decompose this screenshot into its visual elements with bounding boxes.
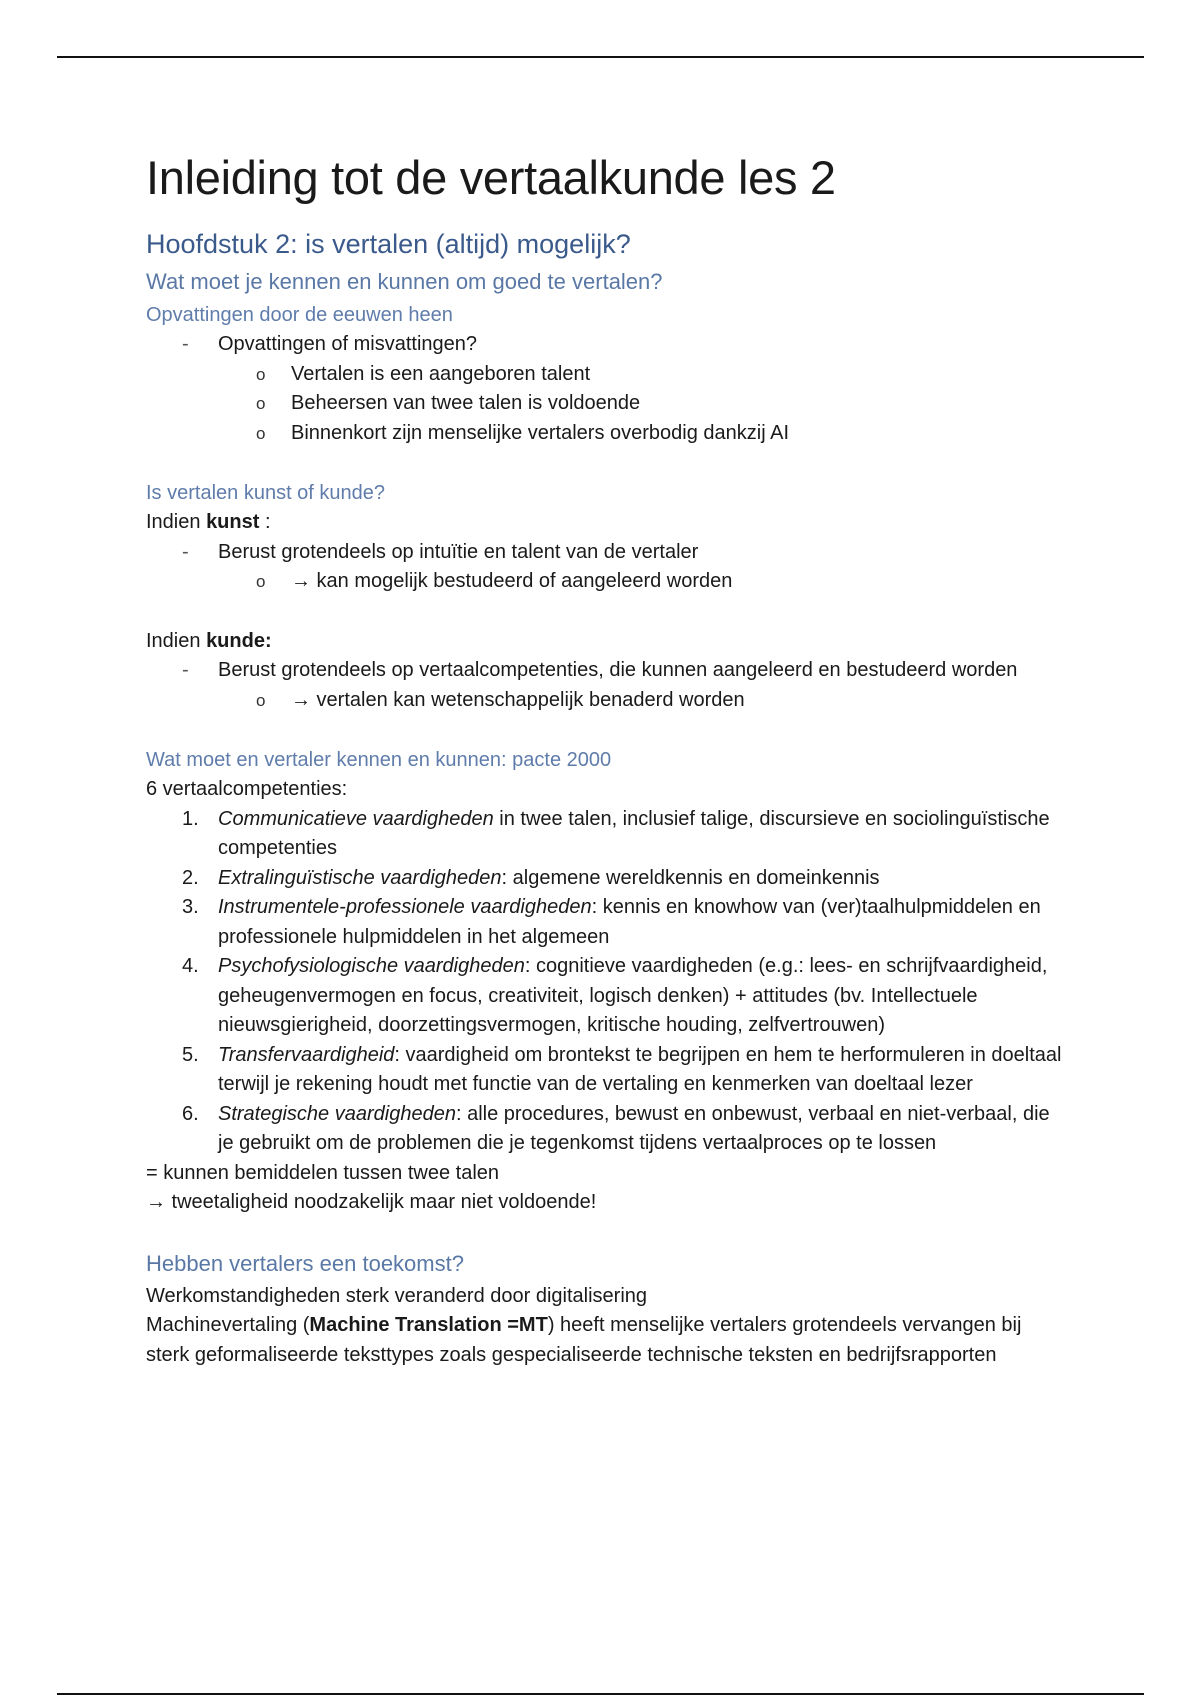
document-title: Inleiding tot de vertaalkunde les 2 bbox=[146, 151, 836, 204]
toekomst-paragraph: Machinevertaling (Machine Translation =MT) heeft menselijke vertalers grotendeels vervangen bij sterk geformaliseerde teksttypes zoals gespecialiseerde technische teksten en bedrijfsrapporten bbox=[146, 1314, 1022, 1366]
list-item: 1. Communicatieve vaardigheden in twee talen, inclusief talige, discursieve en sociolinguïstische competenties bbox=[182, 807, 1050, 859]
dash-item-kunst: - Berust grotendeels op intuïtie en talent van de vertaler bbox=[146, 538, 1066, 568]
list-item: 5. Transfervaardigheid: vaardigheid om brontekst te begrijpen en hem te herformuleren in doeltaal terwijl je rekening houdt met functie van de vertaling en kenmerken van doeltaal lezer bbox=[182, 1043, 1062, 1095]
list-item: 3. Instrumentele-professionele vaardigheden: kennis en knowhow van (ver)taalhulpmiddelen en professionele hulpmiddelen in het algemeen bbox=[182, 896, 1041, 948]
toekomst-line: Werkomstandigheden sterk veranderd door digitalisering bbox=[146, 1284, 648, 1307]
competentie-list bbox=[146, 805, 1066, 1159]
competenties-intro: 6 vertaalcompetenties: bbox=[146, 778, 348, 800]
heading-kunst-kunde: Is vertalen kunst of kunde? bbox=[146, 482, 386, 504]
heading-opvattingen: Opvattingen door de eeuwen heen bbox=[146, 304, 453, 326]
document-page bbox=[146, 150, 1066, 1370]
dash-item-opvattingen: - Opvattingen of misvattingen? bbox=[146, 330, 1066, 360]
sub-item: o Binnenkort zijn menselijke vertalers overbodig dankzij AI bbox=[146, 419, 1066, 449]
list-item: 4. Psychofysiologische vaardigheden: cognitieve vaardigheden (e.g.: lees- en schrijfvaardigheid, geheugenvermogen en focus, creativiteit, logisch denken) + attitudes (bv. Intellectuele nieuwsgierigheid, doorzettingsvermogen, kritische houding, zelfvertrouwen) bbox=[182, 955, 1048, 1036]
heading-pacte: Wat moet en vertaler kennen en kunnen: pacte 2000 bbox=[146, 749, 612, 771]
list-item: 2. Extralinguïstische vaardigheden: algemene wereldkennis en domeinkennis bbox=[182, 866, 880, 889]
sub-item-kunst: o → kan mogelijk bestudeerd of aangeleerd worden bbox=[146, 567, 1066, 597]
sub-item: o Beheersen van twee talen is voldoende bbox=[146, 389, 1066, 419]
list-item: 6. Strategische vaardigheden: alle procedures, bewust en onbewust, verbaal en niet-verbaal, die je gebruikt om de problemen die je tegenkomst tijdens vertaalproces op te lossen bbox=[182, 1102, 1050, 1154]
sub-item: o Vertalen is een aangeboren talent bbox=[146, 360, 1066, 390]
heading-toekomst: Hebben vertalers een toekomst? bbox=[146, 1250, 464, 1276]
sub-item-kunde: o → vertalen kan wetenschappelijk benaderd worden bbox=[146, 686, 1066, 716]
bottom-rule bbox=[57, 1693, 1144, 1695]
dash-item-kunde: - Berust grotendeels op vertaalcompetenties, die kunnen aangeleerd en bestudeerd worden bbox=[146, 656, 1066, 686]
indien-kunde: Indien kunde: bbox=[146, 629, 272, 652]
indien-kunst: Indien kunst : bbox=[146, 511, 271, 533]
subheading-kennen-kunnen: Wat moet je kennen en kunnen om goed te vertalen? bbox=[146, 269, 663, 294]
pacte-conclusion-2: → tweetaligheid noodzakelijk maar niet voldoende! bbox=[146, 1191, 597, 1213]
top-rule bbox=[57, 56, 1144, 58]
chapter-heading: Hoofdstuk 2: is vertalen (altijd) mogelijk? bbox=[146, 229, 631, 259]
pacte-conclusion-1: = kunnen bemiddelen tussen twee talen bbox=[146, 1161, 500, 1184]
